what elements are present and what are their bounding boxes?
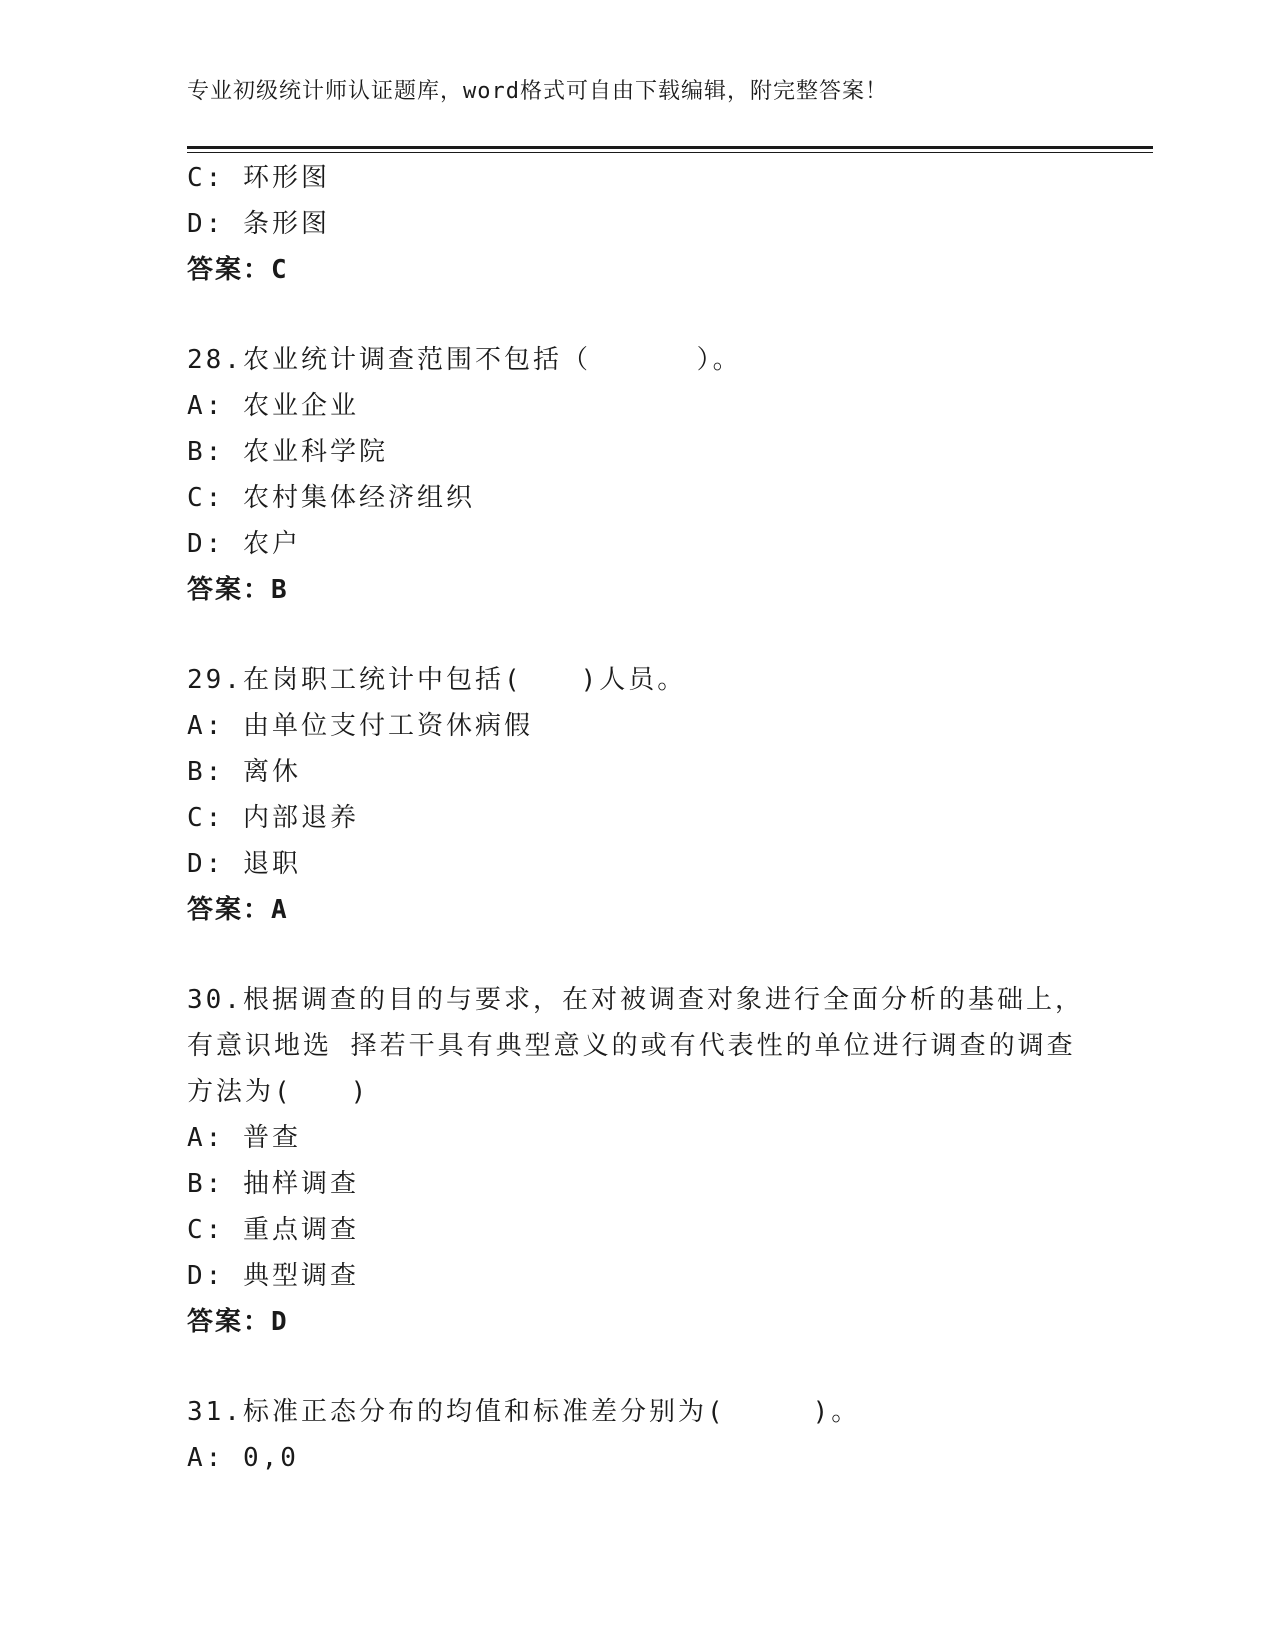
question-stem: 31.标准正态分布的均值和标准差分别为( )。: [187, 1397, 861, 1427]
option-line: C: 环形图: [187, 163, 330, 193]
answer-line: 答案：D: [187, 1307, 289, 1337]
question-31: [187, 1389, 1087, 1481]
option-line: A: 由单位支付工资休病假: [187, 711, 533, 741]
question-28: [187, 337, 1087, 613]
spacer: [187, 933, 1087, 977]
option-line: D: 退职: [187, 849, 301, 879]
header-rule-thick: [187, 146, 1153, 149]
spacer: [187, 613, 1087, 657]
question-29: [187, 657, 1087, 933]
question-stem: 30.根据调查的目的与要求，在对被调查对象进行全面分析的基础上，: [187, 985, 1084, 1015]
question-stem: 28.农业统计调查范围不包括（ ）。: [187, 345, 742, 375]
answer-line: 答案：B: [187, 575, 289, 605]
question-30: [187, 977, 1087, 1345]
question-content: [187, 155, 1087, 1481]
option-line: A: 农业企业: [187, 391, 359, 421]
option-line: A: 0,0: [187, 1443, 299, 1473]
option-line: A: 普查: [187, 1123, 301, 1153]
option-line: B: 抽样调查: [187, 1169, 359, 1199]
header-rule-thin: [187, 152, 1153, 153]
spacer: [187, 293, 1087, 337]
option-line: C: 重点调查: [187, 1215, 359, 1245]
option-line: C: 农村集体经济组织: [187, 483, 475, 513]
option-line: C: 内部退养: [187, 803, 359, 833]
answer-line: 答案：A: [187, 895, 289, 925]
option-line: B: 离休: [187, 757, 301, 787]
option-line: B: 农业科学院: [187, 437, 388, 467]
question-stem: 方法为( ): [187, 1077, 370, 1107]
question-stem: 有意识地选 择若干具有典型意义的或有代表性的单位进行调查的调查: [187, 1031, 1076, 1061]
option-line: D: 农户: [187, 529, 301, 559]
spacer: [187, 1345, 1087, 1389]
page-header: 专业初级统计师认证题库，word格式可自由下载编辑，附完整答案！: [187, 79, 888, 104]
prev-question-tail: [187, 155, 1087, 293]
question-stem: 29.在岗职工统计中包括( )人员。: [187, 665, 687, 695]
option-line: D: 典型调查: [187, 1261, 359, 1291]
answer-line: 答案：C: [187, 255, 289, 285]
option-line: D: 条形图: [187, 209, 330, 239]
